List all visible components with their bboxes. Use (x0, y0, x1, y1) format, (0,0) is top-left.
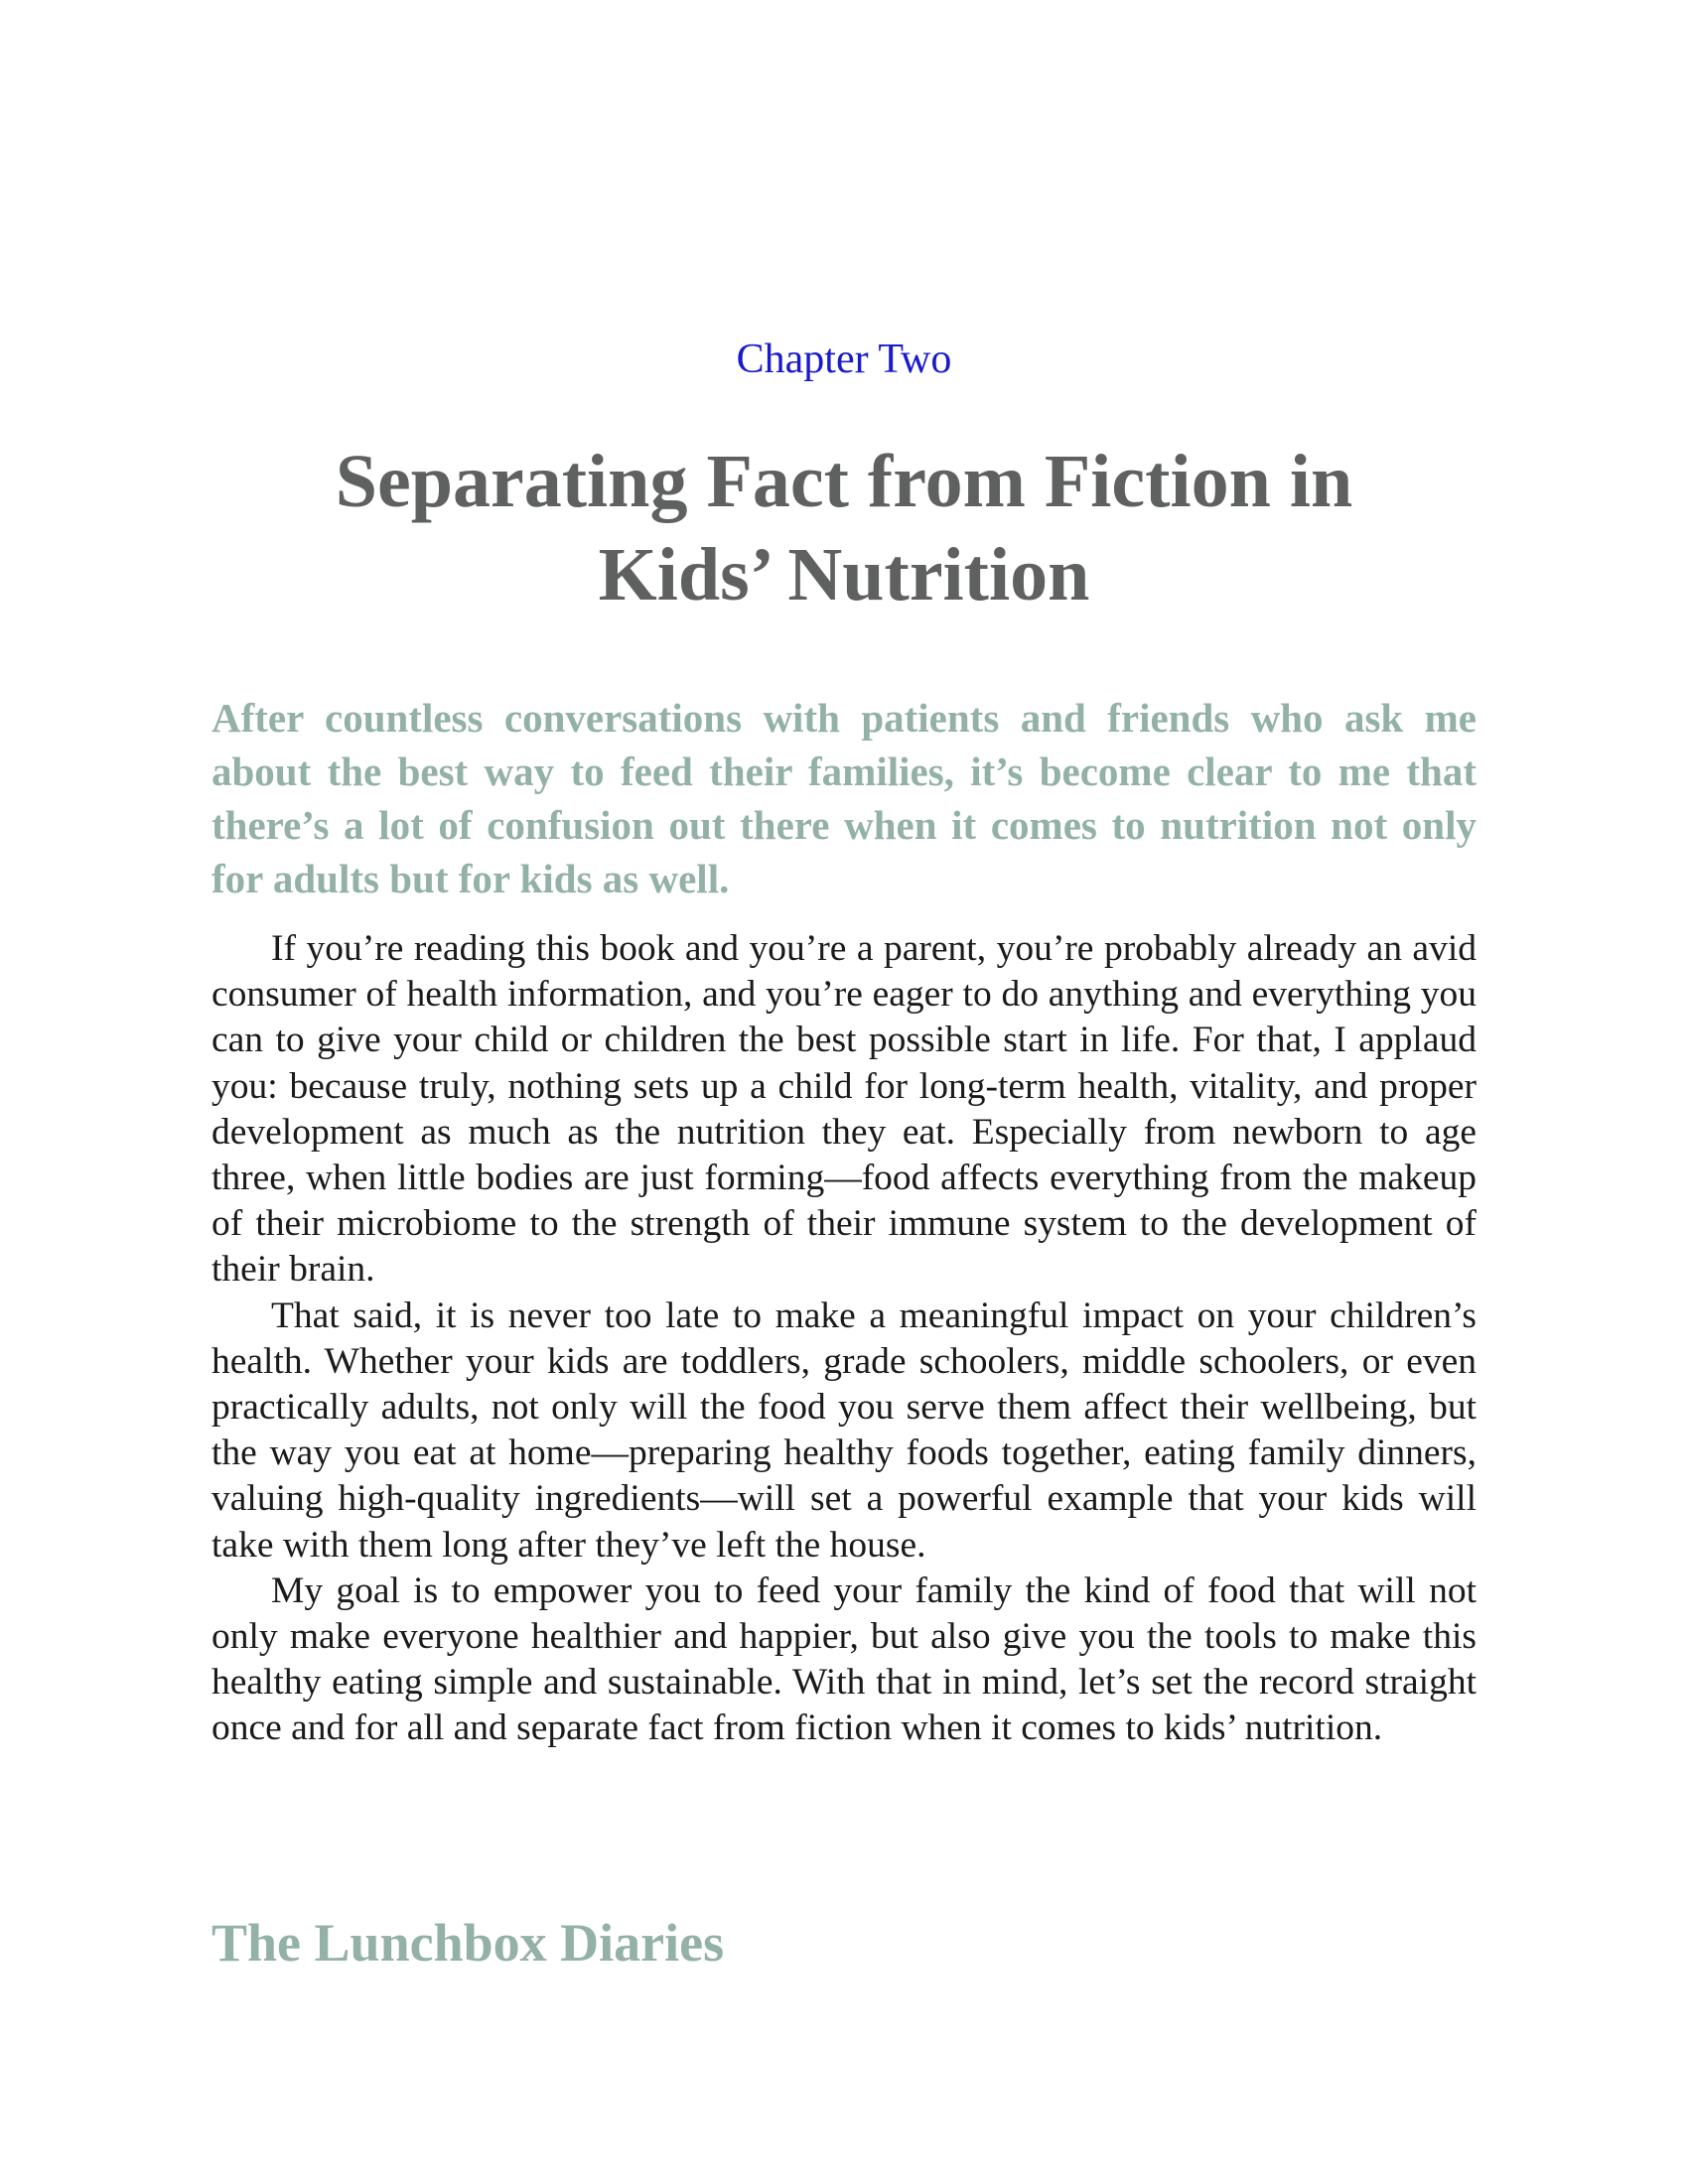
body-paragraph: If you’re reading this book and you’re a parent, you’re probably already an avid consumer of health information, and you’re eager to do anything and everything you can to give your child or children the best possible start in life. For that, I applaud you: because truly, nothing sets up a child for long-term health, vitality, and proper development as much as the nutrition they eat. Especially from newborn to age three, when little bodies are just forming—food affects everything from the makeup of their microbiome to the strength of their immune system to the development of their brain. (211, 928, 1477, 1291)
lead-paragraph: After countless conversations with patients and friends who ask me about the best way to feed their families, it’s become clear to me that there’s a lot of confusion out there when it comes to nutrition not only for adults but for kids as well. (211, 695, 1477, 901)
body-text (211, 926, 1477, 1752)
body-paragraph: That said, it is never too late to make a meaningful impact on your children’s health. Whether your kids are toddlers, grade schoolers, middle schoolers, or even practically adults, not only will the food you serve them affect their wellbeing, but the way you eat at home—preparing healthy foods together, eating family dinners, valuing high-quality ingredients—will set a powerful example that your kids will take with them long after they’ve left the house. (211, 1295, 1477, 1566)
chapter-title: Separating Fact from Fiction in Kids’ Nutrition (335, 440, 1353, 616)
section-heading: The Lunchbox Diaries (211, 1913, 725, 1973)
chapter-label: Chapter Two (736, 337, 952, 382)
body-paragraph: My goal is to empower you to feed your family the kind of food that will not only make everyone healthier and happier, but also give you the tools to make this healthy eating simple and sustainable. With that in mind, let’s set the record straight once and for all and separate fact from fiction when it comes to kids’ nutrition. (211, 1570, 1477, 1749)
